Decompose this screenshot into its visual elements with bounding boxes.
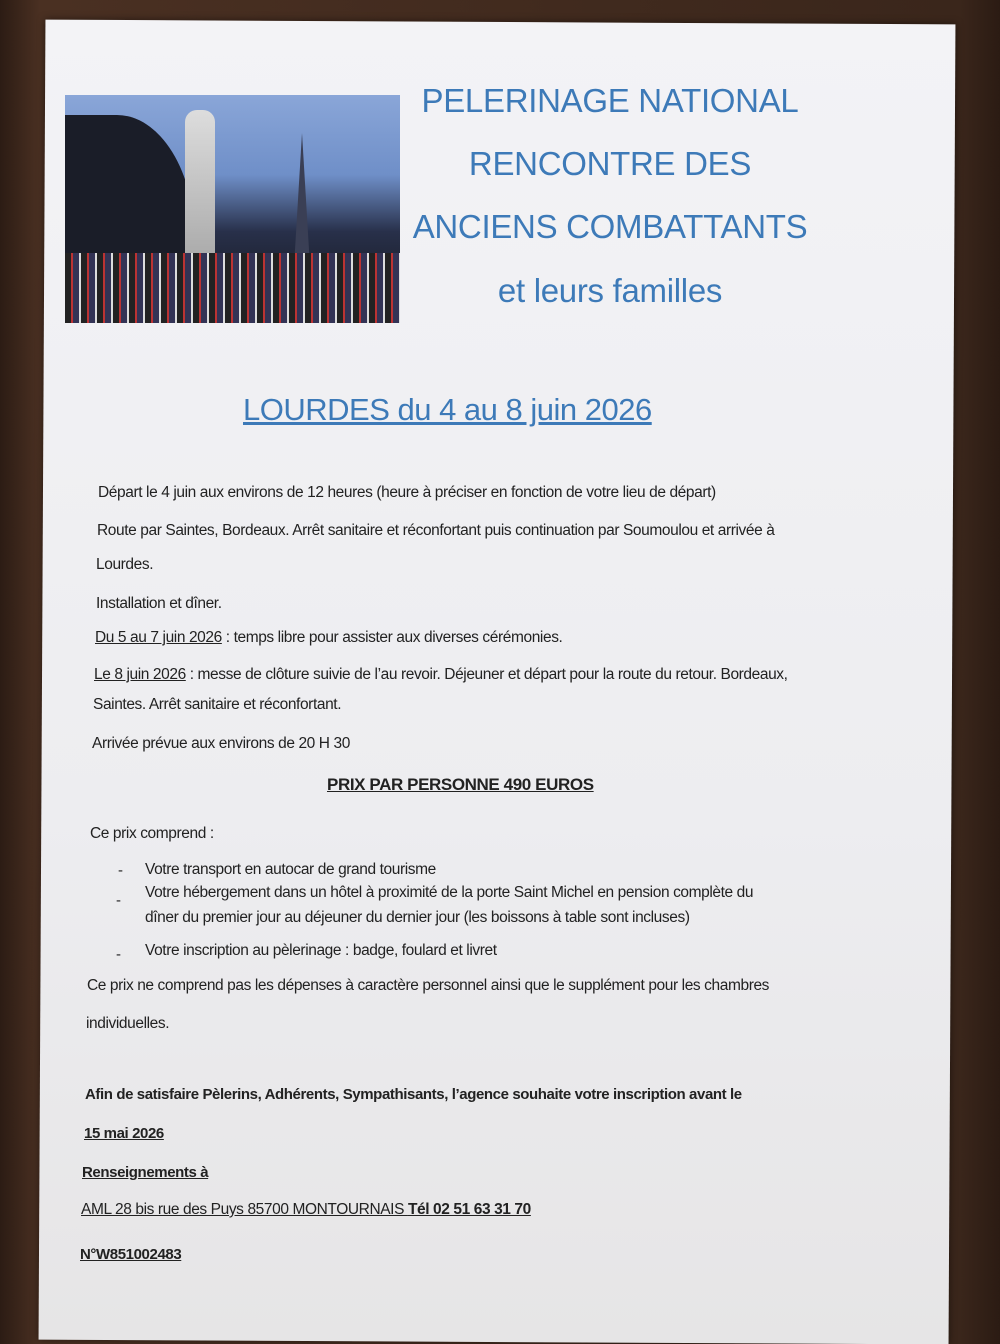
address: AML 28 bis rue des Puys 85700 MONTOURNAIS [81, 1201, 408, 1218]
includes-label: Ce prix comprend : [90, 825, 214, 842]
excludes-text-1: Ce prix ne comprend pas les dépenses à caractère personnel ainsi que le supplément pour les chambres [87, 977, 770, 994]
lourdes-photo [65, 95, 400, 323]
registration-text: Afin de satisfaire Pèlerins, Adhérents, Sympathisants, l’agence souhaite votre inscription avant le [85, 1086, 742, 1103]
include-item-2: Votre hébergement dans un hôtel à proximité de la porte Saint Michel en pension complète du [145, 884, 754, 901]
title-line-2: RENCONTRE DES [468, 145, 752, 182]
days-line [95, 629, 562, 647]
contact-line [81, 1201, 531, 1219]
registration-number: N°W851002483 [80, 1246, 182, 1263]
last-day-line [94, 666, 788, 684]
phone: Tél 02 51 63 31 70 [407, 1201, 531, 1218]
last-day-text-2: Saintes. Arrêt sanitaire et réconfortant. [93, 696, 342, 713]
deadline: 15 mai 2026 [84, 1125, 164, 1142]
excludes-text-2: individuelles. [86, 1015, 170, 1032]
depart-text: Départ le 4 juin aux environs de 12 heures (heure à préciser en fonction de votre lieu de départ) [98, 484, 716, 501]
days-text: : temps libre pour assister aux diverses cérémonies. [221, 629, 563, 646]
last-day-text: : messe de clôture suivie de l’au revoir. Déjeuner et départ pour la route du retour. Bordeaux, [185, 666, 788, 683]
last-day-label: Le 8 juin 2026 [94, 666, 186, 683]
route-text-1: Route par Saintes, Bordeaux. Arrêt sanitaire et réconfortant puis continuation par Soumoulou et arrivée à [97, 522, 775, 539]
info-label: Renseignements à [82, 1164, 209, 1181]
event-heading: LOURDES du 4 au 8 juin 2026 [243, 392, 652, 427]
installation-text: Installation et dîner. [96, 595, 222, 612]
bullet-dash: - [118, 862, 123, 879]
title-line-1: PELERINAGE NATIONAL [421, 82, 799, 119]
arrival-text: Arrivée prévue aux environs de 20 H 30 [92, 735, 350, 752]
bullet-dash: - [116, 946, 121, 963]
route-text-2: Lourdes. [96, 556, 154, 573]
bullet-dash: - [116, 892, 121, 909]
include-item-1: Votre transport en autocar de grand tourisme [145, 861, 436, 878]
title-line-4: et leurs familles [497, 272, 723, 309]
days-label: Du 5 au 7 juin 2026 [95, 629, 222, 646]
include-item-2-cont: dîner du premier jour au déjeuner du dernier jour (les boissons à table sont incluses) [145, 909, 690, 926]
price-heading: PRIX PAR PERSONNE 490 EUROS [327, 775, 594, 794]
title-line-3: ANCIENS COMBATTANTS [412, 208, 808, 245]
include-item-3: Votre inscription au pèlerinage : badge, foulard et livret [145, 942, 497, 959]
